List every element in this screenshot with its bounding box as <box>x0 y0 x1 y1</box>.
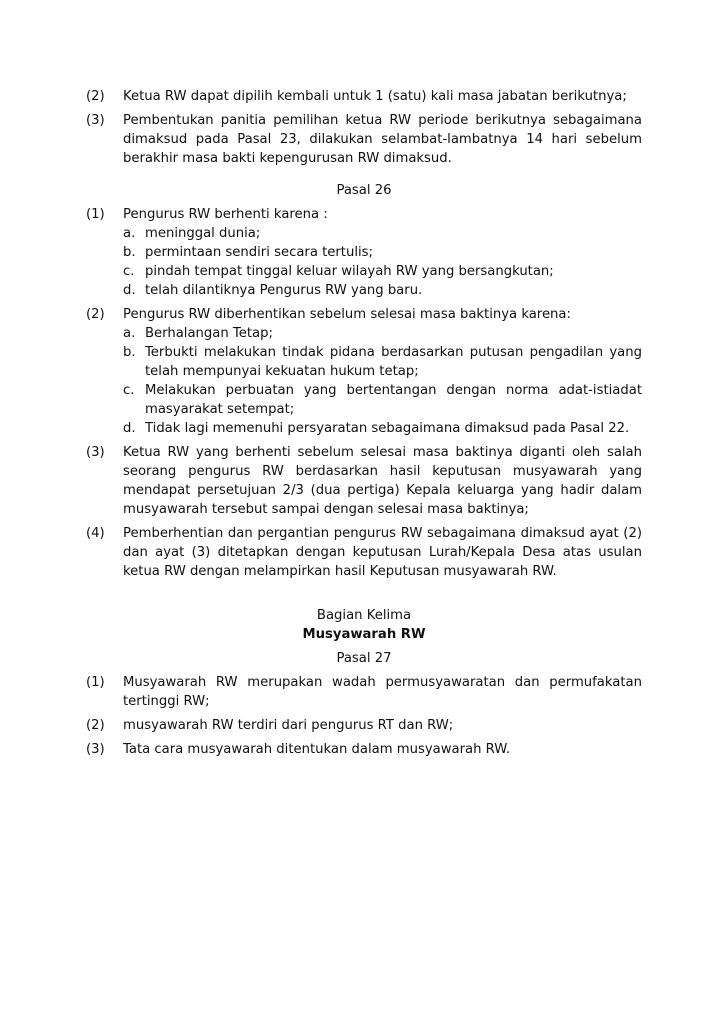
clause-text: Pemberhentian dan pergantian pengurus RW sebagaimana dimaksud ayat (2) dan ayat (3) ditetapkan dengan keputusan Lurah/Kepala Desa atas usulan ketua RW dengan melampirkan hasil Keputusan musyawarah RW. <box>123 526 642 579</box>
sub-clause-text: Tidak lagi memenuhi persyaratan sebagaimana dimaksud pada Pasal 22. <box>145 421 630 436</box>
clause-body <box>123 205 642 300</box>
clause-item <box>86 443 642 519</box>
sub-clause-letter: b. <box>123 345 136 360</box>
clause-text: Pengurus RW berhenti karena : <box>123 207 328 222</box>
sub-clause-text: permintaan sendiri secara tertulis; <box>145 245 373 260</box>
bagian-title: Musyawarah RW <box>302 627 426 642</box>
clause-number: (3) <box>86 742 105 757</box>
sub-clause <box>123 419 642 438</box>
sub-clause-text: telah dilantiknya Pengurus RW yang baru. <box>145 283 423 298</box>
sub-clause <box>123 281 642 300</box>
clause-item <box>86 716 642 735</box>
clause-number: (2) <box>86 718 105 733</box>
sub-clause-text: Terbukti melakukan tindak pidana berdasarkan putusan pengadilan yang telah mempunyai kekuatan hukum tetap; <box>145 345 642 379</box>
clause-text: Ketua RW yang berhenti sebelum selesai masa baktinya diganti oleh salah seorang pengurus RW berdasarkan hasil keputusan musyawarah yang mendapat persetujuan 2/3 (dua pertiga) Kepala keluarga yang hadir dalam musyawarah tersebut sampai dengan selesai masa baktinya; <box>123 445 642 517</box>
clause-number: (1) <box>86 675 105 690</box>
clause-number: (2) <box>86 89 105 104</box>
pasal-27-heading: Pasal 27 <box>336 651 392 666</box>
sub-clause <box>123 224 642 243</box>
clause-text: Pembentukan panitia pemilihan ketua RW periode berikutnya sebagaimana dimaksud pada Pasal 23, dilakukan selambat-lambatnya 14 hari sebelum berakhir masa bakti kepengurusan RW dimaksud. <box>123 113 642 166</box>
bagian-label: Bagian Kelima <box>316 608 412 623</box>
sub-clause-text: pindah tempat tinggal keluar wilayah RW yang bersangkutan; <box>145 264 554 279</box>
clause-number: (1) <box>86 207 105 222</box>
sub-clause <box>123 343 642 381</box>
sub-clause <box>123 324 642 343</box>
sub-clause-text: Berhalangan Tetap; <box>145 326 273 341</box>
pasal-26-heading: Pasal 26 <box>336 183 392 198</box>
sub-clause-text: meninggal dunia; <box>145 226 261 241</box>
sub-clause-letter: a. <box>123 226 136 241</box>
clause-number: (3) <box>86 113 105 128</box>
sub-clause-letter: d. <box>123 421 136 436</box>
sub-clause-letter: d. <box>123 283 136 298</box>
sub-clause-letter: c. <box>123 264 135 279</box>
sub-clause-text: Melakukan perbuatan yang bertentangan dengan norma adat-istiadat masyarakat setempat; <box>145 383 642 417</box>
clause-item <box>86 205 642 300</box>
clause-text: Ketua RW dapat dipilih kembali untuk 1 (satu) kali masa jabatan berikutnya; <box>123 89 627 104</box>
sub-clause <box>123 381 642 419</box>
clause-item <box>86 740 642 759</box>
clause-item <box>86 111 642 168</box>
clause-number: (2) <box>86 307 105 322</box>
sub-clause <box>123 262 642 281</box>
clause-text: Musyawarah RW merupakan wadah permusyawaratan dan permufakatan tertinggi RW; <box>123 675 642 709</box>
clause-number: (4) <box>86 526 105 541</box>
clause-text: musyawarah RW terdiri dari pengurus RT dan RW; <box>123 718 454 733</box>
clause-item <box>86 305 642 438</box>
clause-item <box>86 524 642 581</box>
clause-item <box>86 87 642 106</box>
clause-text: Tata cara musyawarah ditentukan dalam musyawarah RW. <box>123 742 511 757</box>
clause-text: Pengurus RW diberhentikan sebelum selesai masa baktinya karena: <box>123 307 571 322</box>
sub-clause-letter: a. <box>123 326 136 341</box>
sub-clause-letter: c. <box>123 383 135 398</box>
clause-item <box>86 673 642 711</box>
sub-clause <box>123 243 642 262</box>
clause-body <box>123 305 642 438</box>
sub-clause-letter: b. <box>123 245 136 260</box>
clause-number: (3) <box>86 445 105 460</box>
